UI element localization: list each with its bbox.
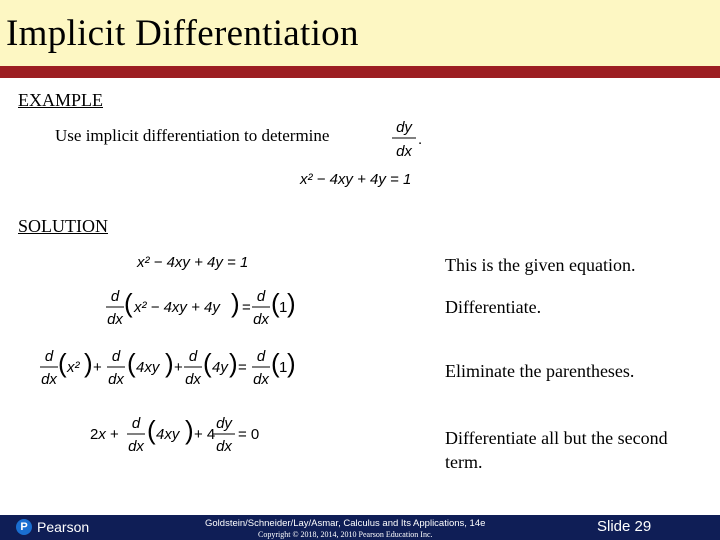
title-bar [0,0,720,66]
svg-text:= 0: = 0 [238,426,260,443]
svg-text:=: = [238,359,247,376]
svg-text:x² − 4xy + 4y: x² − 4xy + 4y [134,299,220,316]
svg-text:dx: dx [107,311,123,328]
step-3-note: Eliminate the parentheses. [445,361,635,381]
svg-text:+: + [93,359,102,376]
slide-title: Implicit Differentiation [6,13,359,54]
step-3-equation [38,346,302,392]
svg-text:(: ( [58,348,67,378]
svg-text:): ) [231,288,240,318]
svg-text:): ) [229,348,238,378]
example-equation: x² − 4xy + 4y = 1 [300,171,412,188]
svg-text:d: d [44,348,54,365]
svg-text:(: ( [127,348,136,378]
svg-text:(: ( [271,288,280,318]
svg-text:=: = [242,299,251,316]
svg-text:): ) [84,348,93,378]
svg-text:dx: dx [216,438,232,455]
svg-text:): ) [185,415,194,445]
svg-text:dx: dx [185,371,201,388]
step-4-equation [90,412,270,458]
pearson-logo-icon: P [16,519,32,535]
svg-text:d: d [110,288,120,305]
svg-text:2x +: 2x + [90,426,119,443]
svg-text:dx: dx [253,371,269,388]
step-1-note: This is the given equation. [445,255,636,275]
svg-text:(: ( [147,415,156,445]
svg-text:(: ( [271,348,280,378]
svg-text:): ) [287,288,296,318]
target-period: . [418,131,423,148]
svg-text:dx: dx [253,311,269,328]
svg-text:x²: x² [67,359,80,376]
target-numerator: dy [396,119,412,136]
step-1-equation: x² − 4xy + 4y = 1 [137,254,249,271]
svg-text:d: d [256,348,266,365]
example-prompt: Use implicit differentiation to determine [55,126,330,145]
svg-text:dx: dx [41,371,57,388]
target-denominator: dx [396,143,412,160]
step-2-note: Differentiate. [445,297,542,317]
svg-text:(: ( [203,348,212,378]
solution-label: SOLUTION [18,216,108,236]
svg-text:d: d [111,348,121,365]
svg-text:4xy: 4xy [136,359,160,376]
target-derivative [388,116,428,162]
svg-text:): ) [287,348,296,378]
svg-text:d: d [131,415,141,432]
svg-text:): ) [165,348,174,378]
copyright-notice: Copyright © 2018, 2014, 2010 Pearson Education Inc. [258,530,433,539]
svg-text:4y: 4y [212,359,228,376]
svg-text:d: d [188,348,198,365]
slide-number: Slide 29 [597,518,652,535]
svg-text:dy: dy [216,415,232,432]
book-credit: Goldstein/Schneider/Lay/Asmar, Calculus and Its Applications, 14e [205,518,486,529]
title-rule [0,66,720,78]
example-label: EXAMPLE [18,90,103,110]
svg-text:d: d [256,288,266,305]
svg-text:1: 1 [279,359,288,376]
svg-text:dx: dx [128,438,144,455]
pearson-logo-text: Pearson [37,519,90,535]
svg-text:1: 1 [279,299,288,316]
svg-text:+ 4: + 4 [194,426,216,443]
pearson-logo [16,519,89,535]
svg-text:4xy: 4xy [156,426,180,443]
step-4-note: Differentiate all but the second term. [445,428,668,472]
svg-text:dx: dx [108,371,124,388]
svg-text:+: + [174,359,183,376]
footer-bar [0,515,720,540]
step-2-equation [104,286,304,330]
svg-text:(: ( [124,288,133,318]
